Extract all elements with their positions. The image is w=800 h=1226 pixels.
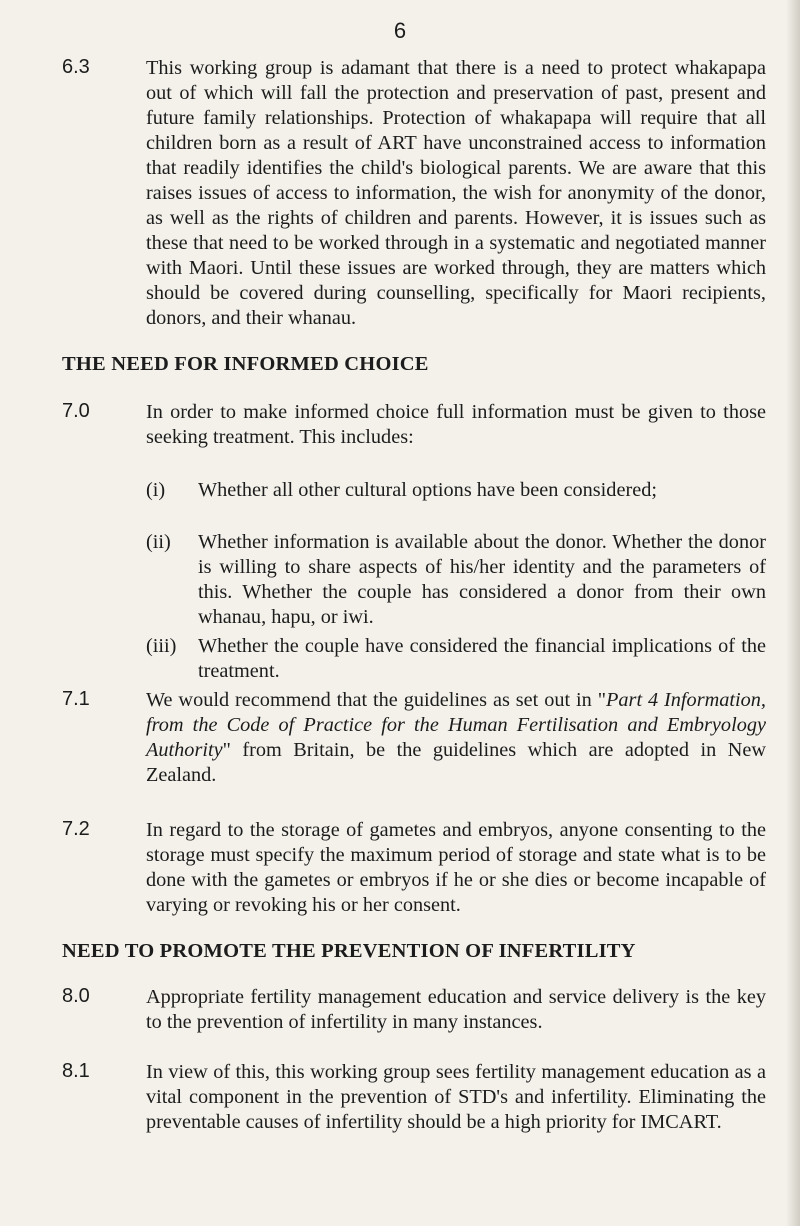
section-number: 8.0 — [62, 985, 90, 1007]
section-text: Appropriate fertility management education and service delivery is the key to the prevention of infertility in many instances. — [146, 986, 766, 1033]
list-item-text: Whether all other cultural options have been considered; — [198, 479, 657, 501]
list-item-label: (ii) — [146, 531, 171, 553]
section-text: This working group is adamant that there is a need to protect whakapapa out of which will fall the protection and preservation of past, present and future family relationships. Protection of whakapapa will require that all children born as a result of ART have unconstrained access to information that readily identifies the child's biological parents. We are aware that this raises issues of access to information, the wish for anonymity of the donor, as well as the rights of children and parents. However, it is issues such as these that need to be worked through in a systematic and negotiated manner with Maori. Until these issues are worked through, they are matters which should be covered during counselling, specifically for Maori recipients, donors, and their whanau. — [146, 57, 766, 329]
section-text: In order to make informed choice full information must be given to those seeking treatment. This includes: — [146, 401, 766, 448]
section-text — [146, 688, 766, 788]
section-number: 7.2 — [62, 818, 90, 840]
page-number: 6 — [393, 18, 407, 43]
section-text: In regard to the storage of gametes and embryos, anyone consenting to the storage must specify the maximum period of storage and state what is to be done with the gametes or embryos if he or she dies or become incapable of varying or revoking his or her consent. — [146, 819, 766, 916]
list-item-label: (iii) — [146, 635, 177, 657]
list-item-label: (i) — [146, 479, 166, 501]
cited-document-title: Part 4 Information, from the Code of Practice for the Human Fertilisation and Embryology Authority — [146, 689, 767, 761]
section-number: 7.0 — [62, 400, 90, 422]
text-after: " from Britain, be the guidelines which are adopted in New Zealand. — [146, 739, 766, 786]
section-number: 6.3 — [62, 56, 90, 78]
section-text: In view of this, this working group sees fertility management education as a vital component in the prevention of STD's and infertility. Eliminating the preventable causes of infertility should be a high priority for IMCART. — [146, 1061, 766, 1133]
heading-prevention-infertility: NEED TO PROMOTE THE PREVENTION OF INFERTILITY — [62, 940, 636, 962]
list-item-text: Whether the couple have considered the financial implications of the treatment. — [198, 635, 766, 682]
text-before: We would recommend that the guidelines as set out in " — [146, 689, 607, 711]
page-edge-shadow — [786, 0, 800, 1226]
section-number: 7.1 — [62, 688, 90, 710]
heading-informed-choice: THE NEED FOR INFORMED CHOICE — [62, 353, 429, 375]
list-item-text: Whether information is available about the donor. Whether the donor is willing to share aspects of his/her identity and the parameters of this. Whether the couple has considered a donor from their own whanau, hapu, or iwi. — [198, 531, 766, 628]
section-number: 8.1 — [62, 1060, 90, 1082]
